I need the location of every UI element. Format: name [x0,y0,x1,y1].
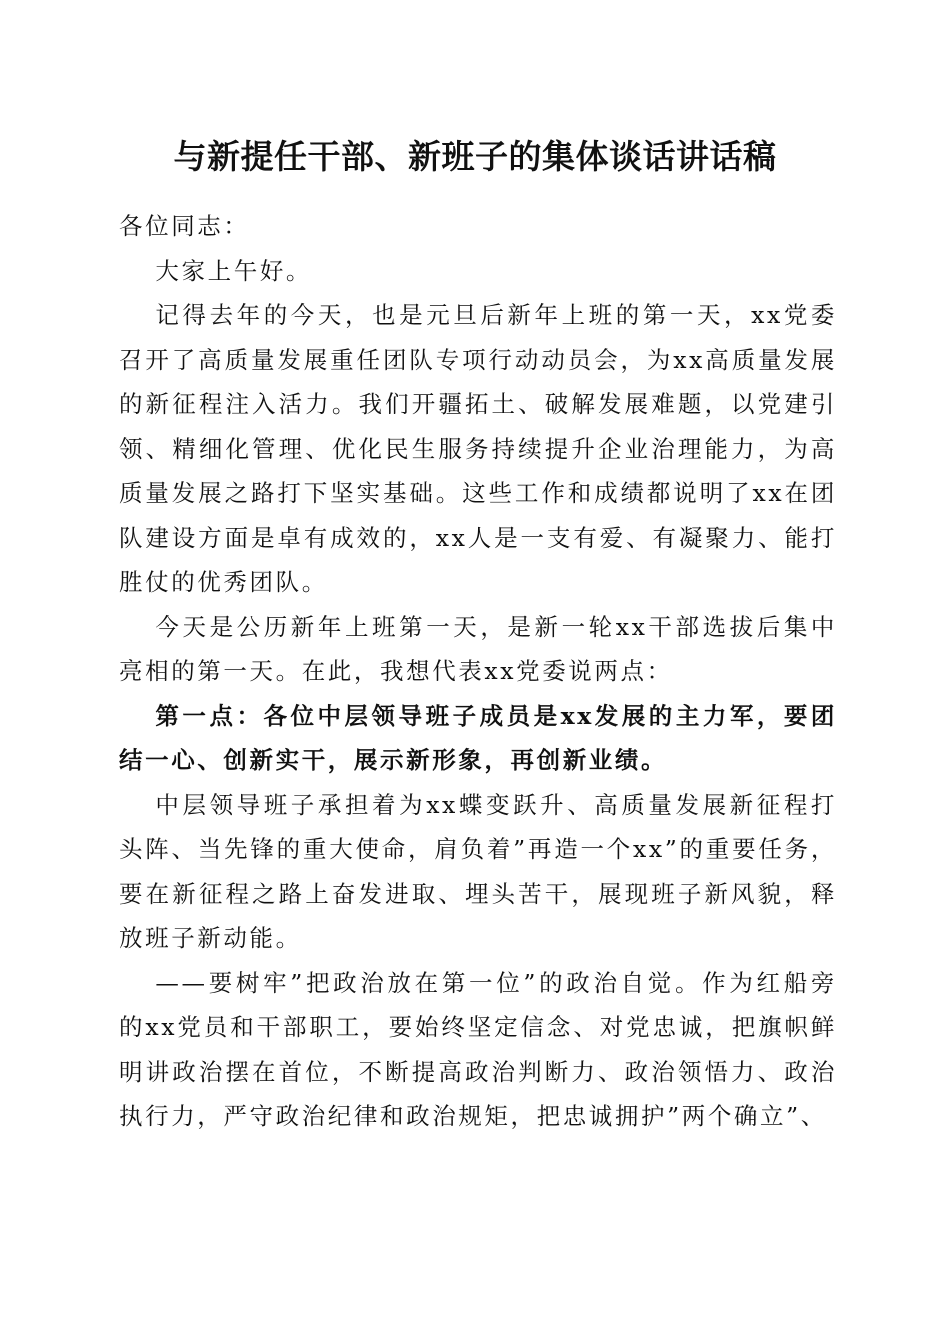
body-paragraph: 中层领导班子承担着为xx蝶变跃升、高质量发展新征程打头阵、当先锋的重大使命，肩负着”再造一个xx”的重要任务，要在新征程之路上奋发进取、埋头苦干，展现班子新风貌，释放班子新动能。 [119,790,837,952]
document-body [119,204,837,1139]
document-title: 与新提任干部、新班子的集体谈话讲话稿 [173,137,777,176]
body-paragraph: 记得去年的今天，也是元旦后新年上班的第一天，xx党委召开了高质量发展重任团队专项行动动员会，为xx高质量发展的新征程注入活力。我们开疆拓土、破解发展难题，以党建引领、精细化管理、优化民生服务持续提升企业治理能力，为高质量发展之路打下坚实基础。这些工作和成绩都说明了xx在团队建设方面是卓有成效的，xx人是一支有爱、有凝聚力、能打胜仗的优秀团队。 [119,301,837,596]
section-heading-paragraph: 第一点：各位中层领导班子成员是xx发展的主力军，要团结一心、创新实干，展示新形象，再创新业绩。 [119,701,837,774]
greeting-paragraph: 大家上午好。 [155,256,313,285]
salutation-paragraph: 各位同志： [119,212,250,240]
body-paragraph: 今天是公历新年上班第一天，是新一轮xx干部选拔后集中亮相的第一天。在此，我想代表xx党委说两点： [119,612,837,685]
body-paragraph: ——要树牢”把政治放在第一位”的政治自觉。作为红船旁的xx党员和干部职工，要始终坚定信念、对党忠诚，把旗帜鲜明讲政治摆在首位，不断提高政治判断力、政治领悟力、政治执行力，严守政治纪律和政治规矩，把忠诚拥护”两个确立”、 [119,968,837,1130]
